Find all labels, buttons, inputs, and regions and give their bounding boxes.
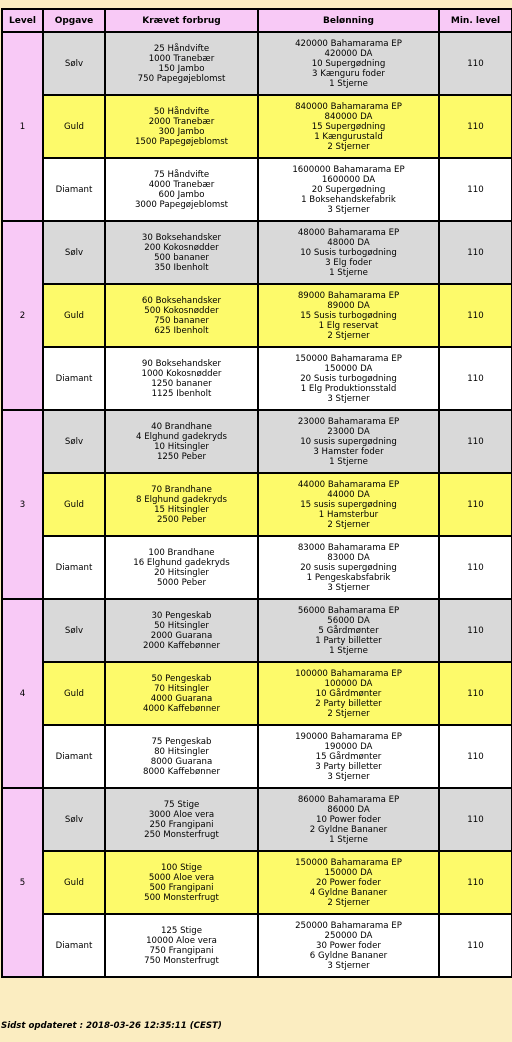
required-item: 600 Jambo	[158, 189, 205, 200]
reward-item: 15 Gårdmønter	[315, 751, 382, 762]
reward-item: 56000 DA	[327, 615, 370, 626]
reward-item: 1 Stjerne	[329, 645, 368, 656]
reward-cell	[258, 32, 439, 95]
table-row	[2, 662, 512, 725]
header-level: Level	[2, 9, 43, 32]
required-item: 250 Monsterfrugt	[144, 829, 219, 840]
required-item: 750 bananer	[154, 315, 209, 326]
task-name: Guld	[43, 662, 105, 725]
reward-cell	[258, 536, 439, 599]
required-item: 250 Frangipani	[149, 819, 214, 830]
required-item: 200 Kokosnødder	[144, 242, 219, 253]
reward-item: 83000 Bahamarama EP	[297, 542, 400, 553]
reward-item: 3 Elg foder	[325, 257, 372, 268]
required-cell	[105, 221, 258, 284]
reward-item: 44000 DA	[327, 489, 370, 500]
required-item: 4 Elghund gadekryds	[136, 431, 227, 442]
reward-item: 3 Hamster foder	[313, 446, 384, 457]
required-cell	[105, 662, 258, 725]
reward-cell	[258, 221, 439, 284]
required-item: 1000 Kokosnødder	[141, 368, 222, 379]
reward-item: 150000 Bahamarama EP	[295, 857, 402, 868]
reward-item: 250000 Bahamarama EP	[295, 920, 402, 931]
required-item: 30 Boksehandsker	[141, 232, 222, 243]
required-item: 500 Frangipani	[149, 882, 214, 893]
required-item: 100 Stige	[160, 862, 203, 873]
reward-item: 20 Power foder	[316, 877, 381, 888]
required-cell	[105, 473, 258, 536]
required-cell	[105, 95, 258, 158]
reward-item: 20 Supergødning	[311, 184, 386, 195]
required-item: 150 Jambo	[158, 63, 205, 74]
table-row	[2, 599, 512, 662]
level-cell: 5	[2, 788, 43, 977]
reward-item: 420000 DA	[324, 48, 373, 59]
min-level-cell: 110	[439, 536, 512, 599]
required-cell	[105, 851, 258, 914]
required-item: 4000 Kaffebønner	[143, 703, 220, 714]
reward-item: 48000 Bahamarama EP	[297, 227, 400, 238]
level-cell: 1	[2, 32, 43, 221]
table-body	[2, 32, 512, 977]
required-item: 20 Hitsingler	[154, 567, 209, 578]
reward-item: 3 Party billetter	[315, 761, 382, 772]
required-item: 90 Boksehandsker	[141, 358, 222, 369]
table-row	[2, 95, 512, 158]
reward-cell	[258, 725, 439, 788]
required-item: 3000 Papegøjeblomst	[134, 199, 229, 210]
reward-item: 3 Stjerner	[327, 582, 370, 593]
reward-item: 2 Stjerner	[327, 141, 370, 152]
table-row	[2, 536, 512, 599]
level-cell: 3	[2, 410, 43, 599]
reward-cell	[258, 473, 439, 536]
task-name: Guld	[43, 851, 105, 914]
reward-cell	[258, 158, 439, 221]
required-item: 2000 Tranebær	[148, 116, 215, 127]
required-item: 3000 Aloe vera	[148, 809, 215, 820]
required-item: 75 Stige	[163, 799, 200, 810]
reward-item: 10 Susis turbogødning	[300, 247, 397, 258]
reward-item: 86000 Bahamarama EP	[297, 794, 400, 805]
reward-item: 100000 Bahamarama EP	[295, 668, 402, 679]
header-required: Krævet forbrug	[105, 9, 258, 32]
required-cell	[105, 347, 258, 410]
required-cell	[105, 410, 258, 473]
reward-item: 83000 DA	[327, 552, 370, 563]
header-row	[2, 9, 512, 32]
reward-item: 150000 Bahamarama EP	[295, 353, 402, 364]
reward-item: 15 Susis turbogødning	[300, 310, 397, 321]
reward-item: 3 Kænguru foder	[312, 68, 385, 79]
required-item: 10 Hitsingler	[154, 441, 209, 452]
min-level-cell: 110	[439, 221, 512, 284]
required-item: 75 Pengeskab	[151, 736, 212, 747]
required-item: 4000 Guarana	[150, 693, 213, 704]
min-level-cell: 110	[439, 725, 512, 788]
task-name: Sølv	[43, 221, 105, 284]
reward-item: 48000 DA	[327, 237, 370, 248]
reward-item: 2 Stjerner	[327, 897, 370, 908]
reward-item: 10 Supergødning	[311, 58, 386, 69]
reward-item: 150000 DA	[324, 363, 373, 374]
reward-item: 10 susis supergødning	[300, 436, 397, 447]
reward-item: 190000 DA	[324, 741, 373, 752]
table-row	[2, 914, 512, 977]
required-item: 50 Hitsingler	[154, 620, 209, 631]
required-cell	[105, 32, 258, 95]
required-item: 350 Ibenholt	[154, 262, 209, 273]
table-row	[2, 851, 512, 914]
reward-item: 15 susis supergødning	[300, 499, 397, 510]
required-item: 1500 Papegøjeblomst	[134, 136, 229, 147]
task-name: Guld	[43, 95, 105, 158]
reward-item: 150000 DA	[324, 867, 373, 878]
required-item: 80 Hitsingler	[154, 746, 209, 757]
reward-item: 4 Gyldne Bananer	[309, 887, 388, 898]
required-item: 70 Hitsingler	[154, 683, 209, 694]
required-item: 750 Papegøjeblomst	[137, 73, 226, 84]
min-level-cell: 110	[439, 158, 512, 221]
required-item: 300 Jambo	[158, 126, 205, 137]
reward-item: 86000 DA	[327, 804, 370, 815]
reward-item: 3 Stjerner	[327, 204, 370, 215]
reward-item: 1 Party billetter	[315, 635, 382, 646]
reward-item: 89000 Bahamarama EP	[297, 290, 400, 301]
reward-item: 2 Stjerner	[327, 330, 370, 341]
reward-item: 23000 Bahamarama EP	[297, 416, 400, 427]
reward-item: 6 Gyldne Bananer	[309, 950, 388, 961]
required-item: 15 Hitsingler	[154, 504, 209, 515]
reward-item: 1600000 DA	[321, 174, 376, 185]
reward-item: 20 Susis turbogødning	[300, 373, 397, 384]
task-name: Sølv	[43, 32, 105, 95]
min-level-cell: 110	[439, 473, 512, 536]
reward-cell	[258, 914, 439, 977]
min-level-cell: 110	[439, 284, 512, 347]
reward-item: 3 Stjerner	[327, 960, 370, 971]
table-row	[2, 284, 512, 347]
required-cell	[105, 599, 258, 662]
required-item: 4000 Tranebær	[148, 179, 215, 190]
table-row	[2, 788, 512, 851]
min-level-cell: 110	[439, 662, 512, 725]
reward-item: 840000 Bahamarama EP	[295, 101, 402, 112]
required-item: 125 Stige	[160, 925, 203, 936]
min-level-cell: 110	[439, 410, 512, 473]
header-min-level: Min. level	[439, 9, 512, 32]
reward-item: 1600000 Bahamarama EP	[292, 164, 405, 175]
table-row	[2, 158, 512, 221]
reward-item: 2 Party billetter	[315, 698, 382, 709]
required-item: 50 Pengeskab	[151, 673, 212, 684]
required-item: 40 Brandhane	[151, 421, 212, 432]
reward-cell	[258, 662, 439, 725]
reward-item: 30 Power foder	[316, 940, 381, 951]
required-item: 10000 Aloe vera	[146, 935, 217, 946]
reward-cell	[258, 284, 439, 347]
required-item: 625 Ibenholt	[154, 325, 209, 336]
min-level-cell: 110	[439, 347, 512, 410]
required-cell	[105, 158, 258, 221]
required-item: 50 Håndvifte	[153, 106, 210, 117]
reward-item: 420000 Bahamarama EP	[295, 38, 402, 49]
min-level-cell: 110	[439, 32, 512, 95]
required-item: 8000 Kaffebønner	[143, 766, 220, 777]
task-name: Diamant	[43, 158, 105, 221]
reward-item: 5 Gårdmønter	[318, 625, 379, 636]
required-cell	[105, 788, 258, 851]
required-item: 2000 Guarana	[150, 630, 213, 641]
reward-cell	[258, 599, 439, 662]
required-item: 750 Monsterfrugt	[144, 955, 219, 966]
task-name: Sølv	[43, 599, 105, 662]
reward-cell	[258, 851, 439, 914]
task-name: Diamant	[43, 914, 105, 977]
reward-item: 44000 Bahamarama EP	[297, 479, 400, 490]
reward-item: 2 Stjerner	[327, 519, 370, 530]
reward-item: 3 Stjerner	[327, 393, 370, 404]
reward-cell	[258, 410, 439, 473]
reward-item: 840000 DA	[324, 111, 373, 122]
reward-item: 1 Hamsterbur	[318, 509, 379, 520]
reward-cell	[258, 95, 439, 158]
task-name: Diamant	[43, 536, 105, 599]
task-name: Sølv	[43, 788, 105, 851]
task-name: Guld	[43, 284, 105, 347]
required-item: 2500 Peber	[156, 514, 207, 525]
required-item: 1125 Ibenholt	[151, 388, 212, 399]
reward-cell	[258, 347, 439, 410]
reward-item: 23000 DA	[327, 426, 370, 437]
required-item: 5000 Peber	[156, 577, 207, 588]
required-item: 1250 bananer	[151, 378, 212, 389]
min-level-cell: 110	[439, 914, 512, 977]
reward-item: 250000 DA	[324, 930, 373, 941]
task-name: Diamant	[43, 347, 105, 410]
task-name: Sølv	[43, 410, 105, 473]
required-item: 75 Håndvifte	[153, 169, 210, 180]
reward-item: 2 Stjerner	[327, 708, 370, 719]
table-row	[2, 410, 512, 473]
reward-item: 10 Gårdmønter	[315, 688, 382, 699]
required-cell	[105, 725, 258, 788]
table-row	[2, 221, 512, 284]
required-item: 500 bananer	[154, 252, 209, 263]
last-updated: Sidst opdateret : 2018-03-26 12:35:11 (CEST)	[1, 1021, 222, 1031]
required-item: 8000 Guarana	[150, 756, 213, 767]
table-row	[2, 725, 512, 788]
table-row	[2, 473, 512, 536]
required-cell	[105, 914, 258, 977]
min-level-cell: 110	[439, 95, 512, 158]
task-name: Guld	[43, 473, 105, 536]
quest-table	[1, 8, 512, 978]
reward-cell	[258, 788, 439, 851]
reward-item: 2 Gyldne Bananer	[309, 824, 388, 835]
reward-item: 1 Pengeskabsfabrik	[306, 572, 391, 583]
required-item: 60 Boksehandsker	[141, 295, 222, 306]
required-item: 1000 Tranebær	[148, 53, 215, 64]
reward-item: 1 Stjerne	[329, 456, 368, 467]
reward-item: 56000 Bahamarama EP	[297, 605, 400, 616]
required-item: 500 Kokosnødder	[144, 305, 219, 316]
reward-item: 10 Power foder	[316, 814, 381, 825]
reward-item: 100000 DA	[324, 678, 373, 689]
required-cell	[105, 284, 258, 347]
required-item: 1250 Peber	[156, 451, 207, 462]
reward-item: 1 Elg Produktionsstald	[300, 383, 397, 394]
min-level-cell: 110	[439, 599, 512, 662]
level-cell: 2	[2, 221, 43, 410]
reward-item: 1 Stjerne	[329, 834, 368, 845]
reward-item: 190000 Bahamarama EP	[295, 731, 402, 742]
required-item: 8 Elghund gadekryds	[136, 494, 227, 505]
required-item: 750 Frangipani	[149, 945, 214, 956]
required-item: 70 Brandhane	[151, 484, 212, 495]
min-level-cell: 110	[439, 851, 512, 914]
required-item: 25 Håndvifte	[153, 43, 210, 54]
reward-item: 1 Elg reservat	[318, 320, 379, 331]
reward-item: 1 Kængurustald	[314, 131, 383, 142]
reward-item: 20 susis supergødning	[300, 562, 397, 573]
reward-item: 1 Boksehandskefabrik	[301, 194, 396, 205]
required-item: 30 Pengeskab	[151, 610, 212, 621]
min-level-cell: 110	[439, 788, 512, 851]
required-item: 500 Monsterfrugt	[144, 892, 219, 903]
required-item: 5000 Aloe vera	[148, 872, 215, 883]
reward-item: 1 Stjerne	[329, 267, 368, 278]
reward-item: 1 Stjerne	[329, 78, 368, 89]
required-item: 2000 Kaffebønner	[143, 640, 220, 651]
required-cell	[105, 536, 258, 599]
reward-item: 89000 DA	[327, 300, 370, 311]
reward-item: 3 Stjerner	[327, 771, 370, 782]
required-item: 100 Brandhane	[148, 547, 215, 558]
header-reward: Belønning	[258, 9, 439, 32]
required-item: 16 Elghund gadekryds	[133, 557, 230, 568]
task-name: Diamant	[43, 725, 105, 788]
table-row	[2, 32, 512, 95]
level-cell: 4	[2, 599, 43, 788]
table-row	[2, 347, 512, 410]
reward-item: 15 Supergødning	[311, 121, 386, 132]
header-task: Opgave	[43, 9, 105, 32]
